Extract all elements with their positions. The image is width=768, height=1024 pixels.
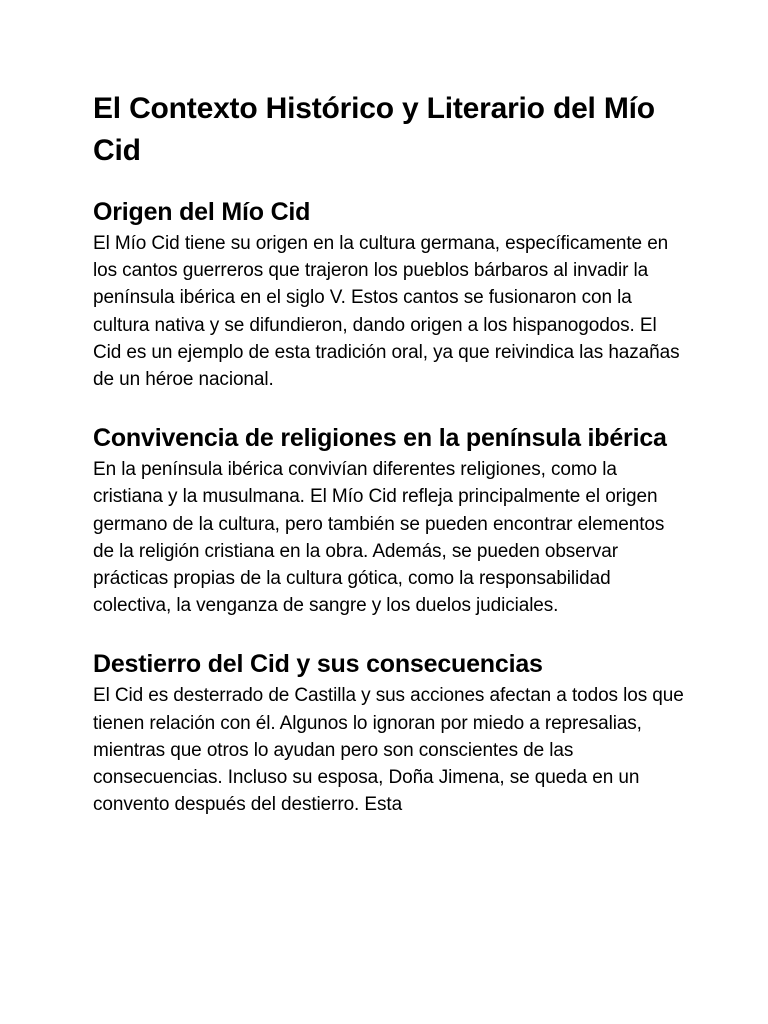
section-heading: Convivencia de religiones en la península ibérica — [93, 424, 667, 453]
section-body: El Mío Cid tiene su origen en la cultura germana, específicamente en los cantos guerreros que trajeron los pueblos bárbaros al invadir la península ibérica en el siglo V. Estos cantos se fusionaron con la cultura nativa y se difundieron, dando origen a los hispanogodos. El Cid es un ejemplo de esta tradición oral, ya que reivindica las hazañas de un héroe nacional. — [93, 233, 680, 391]
document-page — [93, 88, 685, 846]
section-body: El Cid es desterrado de Castilla y sus acciones afectan a todos los que tienen relación con él. Algunos lo ignoran por miedo a represalias, mientras que otros lo ayudan pero son conscientes de las consecuencias. Incluso su esposa, Doña Jimena, se queda en un convento después del destierro. Esta — [93, 685, 684, 816]
section-destierro — [93, 647, 685, 818]
section-origen — [93, 195, 685, 393]
section-heading: Destierro del Cid y sus consecuencias — [93, 650, 543, 679]
section-convivencia — [93, 421, 685, 619]
document-title: El Contexto Histórico y Literario del Mío Cid — [93, 92, 655, 167]
section-body: En la península ibérica convivían diferentes religiones, como la cristiana y la musulmana. El Mío Cid refleja principalmente el origen germano de la cultura, pero también se pueden encontrar elementos de la religión cristiana en la obra. Además, se pueden observar prácticas propias de la cultura gótica, como la responsabilidad colectiva, la venganza de sangre y los duelos judiciales. — [93, 459, 665, 617]
section-heading: Origen del Mío Cid — [93, 198, 311, 226]
